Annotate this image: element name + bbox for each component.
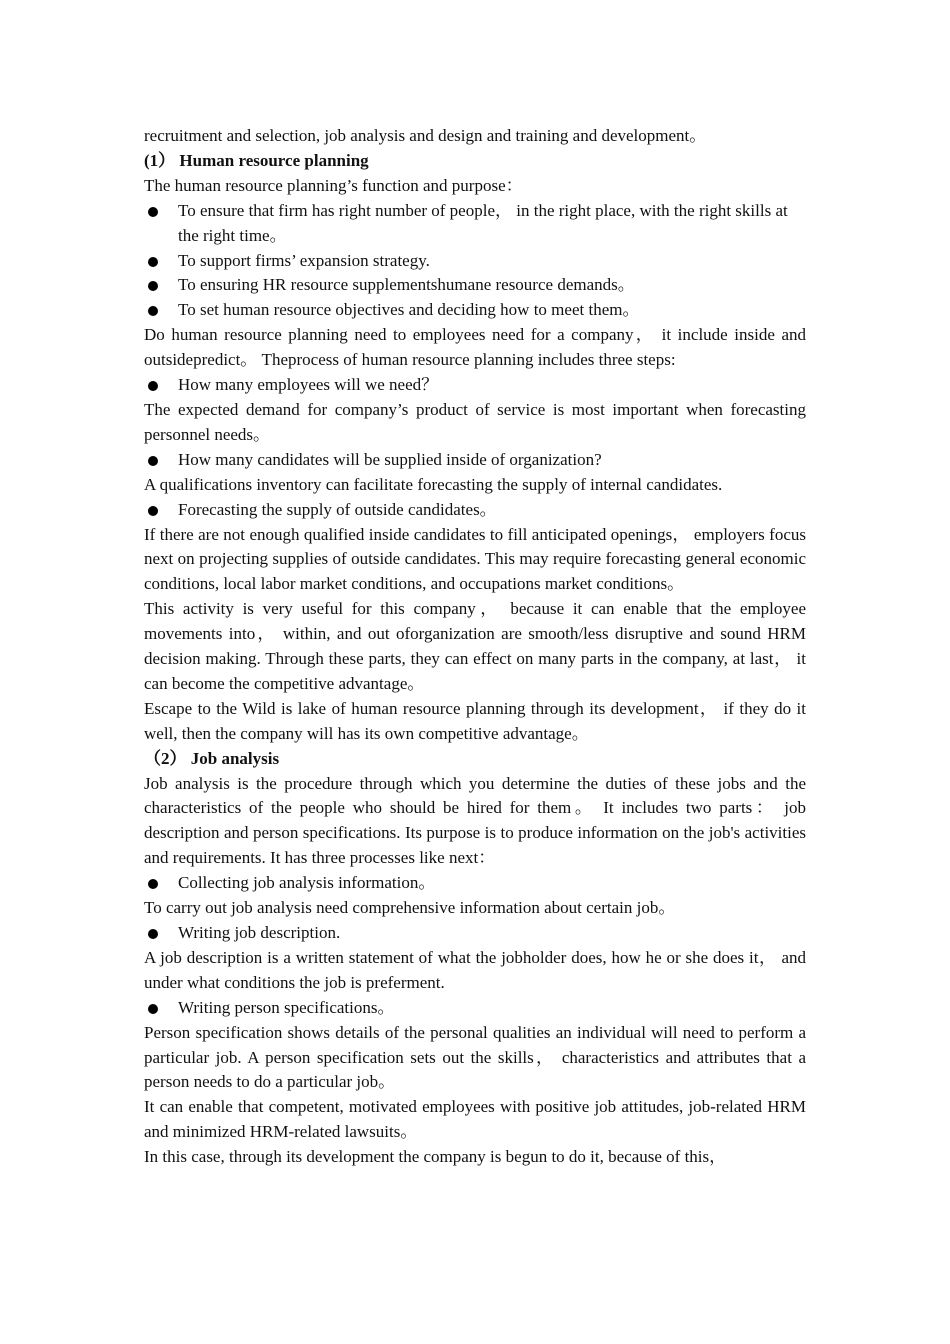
bullet-item (144, 996, 806, 1021)
bullet-text: To set human resource objectives and deciding how to meet them。 (178, 300, 640, 320)
bullet-dot-icon (148, 207, 158, 217)
bullet-item (144, 448, 806, 473)
paragraph: recruitment and selection, job analysis and design and training and development。 (144, 126, 707, 145)
bullet-dot-icon (148, 257, 158, 267)
paragraph: If there are not enough qualified inside candidates to fill anticipated openings， employers focus next on projecting supplies of outside candidates. This may require forecasting general economic conditions, local labor market conditions, and occupations market conditions。 (144, 524, 806, 594)
bullet-dot-icon (148, 929, 158, 939)
section-heading: (1） Human resource planning (144, 150, 369, 170)
bullet-dot-icon (148, 306, 158, 316)
bullet-dot-icon (148, 506, 158, 516)
bullet-text: How many candidates will be supplied inside of organization? (178, 449, 602, 469)
bullet-dot-icon (148, 381, 158, 391)
bullet-text: Collecting job analysis information。 (178, 873, 436, 893)
paragraph: Do human resource planning need to employees need for a company， it include inside and outsidepredict。 Theprocess of human resource planning includes three steps: (144, 325, 806, 370)
bullet-text: Writing person specifications。 (178, 997, 395, 1017)
bullet-text: To support firms’ expansion strategy. (178, 250, 430, 270)
paragraph: In this case, through its development the company is begun to do it, because of this， (144, 1147, 727, 1167)
bullet-text: How many employees will we need？ (178, 375, 439, 395)
bullet-dot-icon (148, 456, 158, 466)
bullet-item (144, 871, 806, 896)
paragraph: To carry out job analysis need comprehensive information about certain job。 (144, 898, 676, 918)
bullet-item (144, 249, 806, 274)
paragraph: Escape to the Wild is lake of human resource planning through its development， if they do it well, then the company will has its own competitive advantage。 (144, 698, 806, 743)
paragraph: The expected demand for company’s product of service is most important when forecasting personnel needs。 (144, 399, 806, 444)
paragraph: A qualifications inventory can facilitate forecasting the supply of internal candidates. (144, 474, 723, 494)
paragraph: Person specification shows details of the personal qualities an individual will need to perform a particular job. A person specification sets out the skills， characteristics and attributes that a person needs to do a particular job。 (144, 1022, 806, 1092)
bullet-item (144, 298, 806, 323)
bullet-dot-icon (148, 1004, 158, 1014)
bullet-text: Forecasting the supply of outside candidates。 (178, 499, 497, 519)
paragraph: A job description is a written statement of what the jobholder does, how he or she does it， and under what conditions the job is preferment. (144, 947, 806, 992)
bullet-text: To ensure that firm has right number of people， in the right place, with the right skills at the right time。 (178, 200, 788, 245)
paragraph: This activity is very useful for this company， because it can enable that the employee movements into， within, and out oforganization are smooth/less disruptive and sound HRM decision making. Through these parts, they can effect on many parts in the company, at last， it can become the competitive advantage。 (144, 599, 806, 693)
bullet-dot-icon (148, 281, 158, 291)
paragraph: Job analysis is the procedure through which you determine the duties of these jobs and the characteristics of the people who should be hired for them。 It includes two parts： job description and person specifications. Its purpose is to produce information on the job's activities and requirements. It has three processes like next： (144, 773, 806, 868)
bullet-text: To ensuring HR resource supplementshumane resource demands。 (178, 275, 635, 295)
document-page (144, 124, 806, 1170)
paragraph: It can enable that competent, motivated employees with positive job attitudes, job-related HRM and minimized HRM-related lawsuits。 (144, 1097, 806, 1142)
bullet-item (144, 273, 806, 298)
bullet-dot-icon (148, 879, 158, 889)
bullet-item (144, 498, 806, 523)
paragraph: The human resource planning’s function and purpose： (144, 175, 523, 195)
bullet-item (144, 921, 806, 946)
bullet-text: Writing job description. (178, 923, 341, 942)
bullet-item (144, 373, 806, 398)
section-heading: （2） Job analysis (144, 748, 280, 768)
bullet-item (144, 199, 806, 249)
